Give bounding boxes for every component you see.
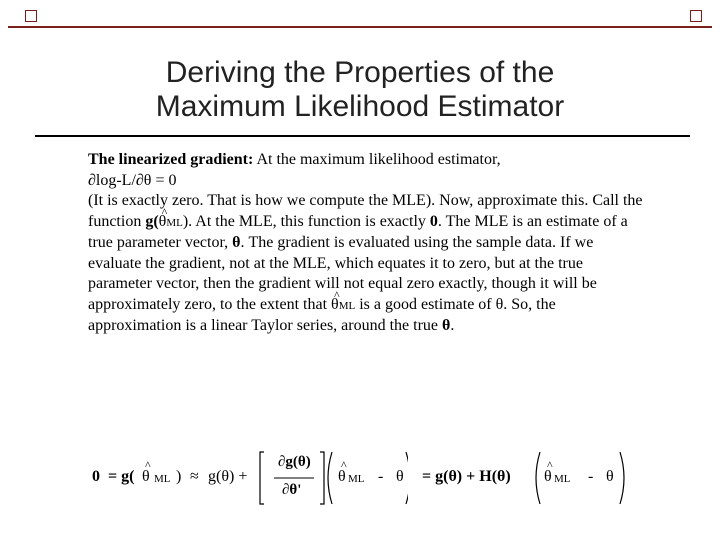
f-theta-ml-1: ^ θ (142, 468, 150, 486)
theta-hat: ^ θ (159, 212, 167, 233)
f-lhs-zero: 0 (92, 468, 100, 485)
para-text-e: is a good estimate of θ. So, the approximation is a linear Taylor series, around the true (88, 295, 556, 334)
f-frac-den: ∂θ' (282, 482, 302, 498)
para-text-b: ). At the MLE, this function is exactly (182, 212, 430, 230)
decor-square-left (25, 10, 37, 22)
f-approx: ≈ (190, 468, 199, 485)
f-theta-2: θ (606, 468, 614, 485)
f-minus-2: - (588, 468, 594, 485)
decor-top-line (8, 26, 712, 28)
body-text (88, 150, 648, 337)
intro-text: At the maximum likelihood estimator, (256, 151, 501, 168)
title-line-2: Maximum Likelihood Estimator (155, 90, 565, 123)
taylor-formula (92, 448, 692, 508)
f-frac-num: ∂g(θ) (278, 454, 311, 470)
f-theta-ml-3: ^ θ (544, 468, 552, 486)
para-text-a: (It is exactly zero. That is how we compute the MLE). Now, approximate this. Call the function (88, 192, 643, 230)
heading-label: The linearized gradient: (88, 151, 254, 168)
decor-square-right (690, 10, 702, 22)
f-eq1: = g( (108, 468, 135, 485)
ml-subscript-2: ML (338, 299, 356, 312)
para-text-f: . (450, 317, 455, 334)
f-g-theta: g(θ) + (208, 468, 248, 485)
f-theta-ml-2: ^ θ (338, 468, 346, 486)
para-bold-theta: θ (232, 234, 241, 251)
slide-title (0, 56, 720, 124)
title-line-1: Deriving the Properties of the (165, 56, 555, 89)
explanation-paragraph (88, 191, 648, 337)
para-zero: 0 (429, 212, 438, 230)
para-bold-theta-2: θ (442, 317, 451, 334)
para-text-d: . The gradient is evaluated using the sample data. If we evaluate the gradient, not at the MLE, which equates it to zero, but at the true parameter vector, then the gradient will not equal zero exactly, though it will be approximately zero, to the extent that (88, 234, 597, 313)
f-minus-1: - (378, 468, 384, 485)
f-sub-2: ML (348, 473, 365, 485)
para-func: g( (145, 212, 159, 230)
intro-line (88, 150, 648, 171)
para-text-c: . The MLE is an estimate of a true parameter vector, (88, 212, 628, 251)
f-close-1: ) (176, 468, 182, 485)
f-theta-1: θ (396, 468, 404, 485)
theta-hat-2: ^ θ (331, 295, 339, 316)
f-sub-3: ML (554, 473, 571, 485)
ml-subscript: ML (166, 216, 183, 229)
f-eq2: = g(θ) + H(θ) (422, 468, 511, 485)
title-divider (35, 135, 690, 137)
gradient-equation: ∂log-L/∂θ = 0 (88, 171, 177, 189)
f-sub-1: ML (154, 473, 171, 485)
